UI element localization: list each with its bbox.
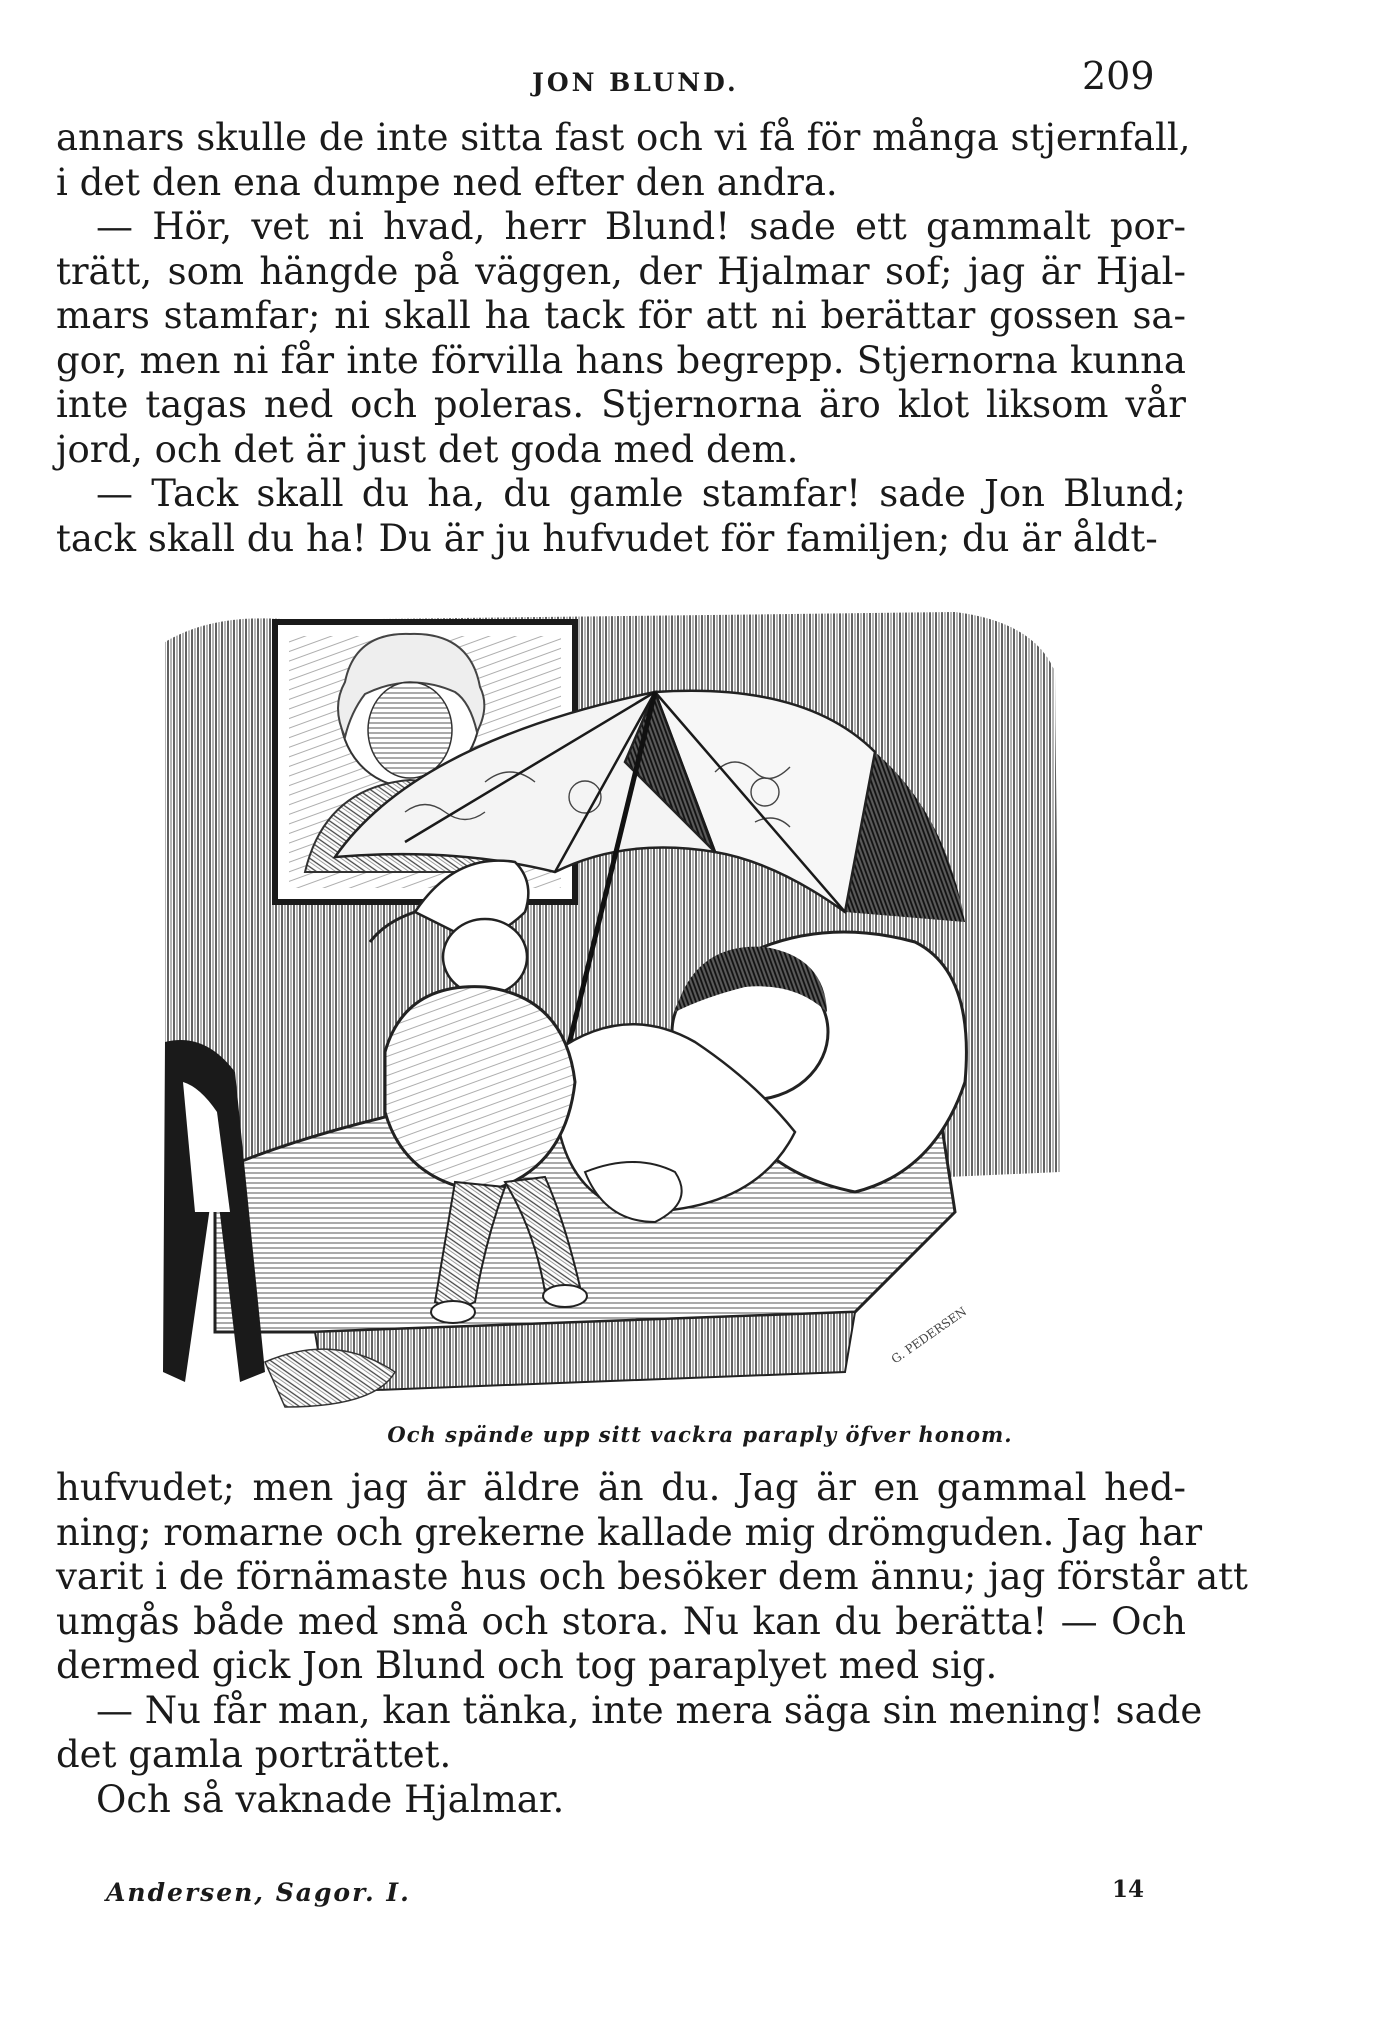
text-line: — Tack skall du ha, du gamle stamfar! sade Jon Blund; <box>96 472 1186 515</box>
text-line: gor, men ni får inte förvilla hans begrepp. Stjernorna kunna <box>56 338 1186 382</box>
text-line: det gamla porträttet. <box>56 1733 452 1776</box>
engraver-signature: G. PEDERSEN <box>888 1304 970 1367</box>
text-line: — Nu får man, kan tänka, inte mera säga sin mening! sade <box>96 1688 1203 1732</box>
text-block-top <box>56 116 1191 561</box>
elf-head <box>443 919 527 995</box>
page-number: 209 <box>1082 54 1155 98</box>
engraving-drawing <box>155 612 1080 1412</box>
text-line: mars stamfar; ni skall ha tack för att ni berättar gossen sa- <box>56 294 1186 337</box>
text-line: dermed gick Jon Blund och tog paraplyet med sig. <box>56 1644 998 1687</box>
text-block-bottom <box>56 1466 1248 1822</box>
text-line: jord, och det är just det goda med dem. <box>56 427 799 471</box>
text-line: inte tagas ned och poleras. Stjernorna äro klot liksom vår <box>56 383 1186 426</box>
text-line: umgås både med små och stora. Nu kan du berätta! — Och <box>56 1599 1186 1643</box>
running-head: JON BLUND. <box>532 68 739 97</box>
illustration-caption: Och spände upp sitt vackra paraply öfver honom. <box>387 1422 1013 1447</box>
signature-mark: 14 <box>1112 1876 1145 1903</box>
text-line: annars skulle de inte sitta fast och vi få för många stjernfall, <box>56 116 1191 159</box>
text-line: hufvudet; men jag är äldre än du. Jag är en gammal hed- <box>56 1466 1186 1509</box>
text-line: ning; romarne och grekerne kallade mig drömguden. Jag har <box>56 1510 1203 1554</box>
text-line: trätt, som hängde på väggen, der Hjalmar sof; jag är Hjal- <box>56 249 1186 293</box>
footer-source: Andersen, Sagor. I. <box>106 1878 411 1907</box>
text-line: — Hör, vet ni hvad, herr Blund! sade ett gammalt por- <box>96 205 1186 248</box>
text-line: varit i de förnämaste hus och besöker dem ännu; jag förstår att <box>56 1555 1248 1598</box>
text-line: i det den ena dumpe ned efter den andra. <box>56 160 838 204</box>
text-line: tack skall du ha! Du är ju hufvudet för familjen; du är åldt- <box>56 516 1158 560</box>
engraving-illustration <box>155 612 1080 1412</box>
text-line: Och så vaknade Hjalmar. <box>96 1777 565 1821</box>
